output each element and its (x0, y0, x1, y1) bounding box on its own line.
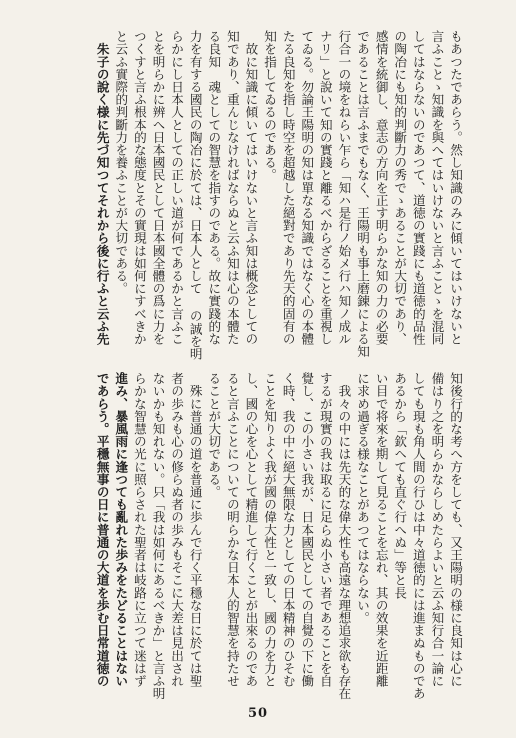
text-line: ると言ふことについての明らかな日本人的智慧を持たせ (224, 372, 240, 687)
text-line: い目で将來を期して見ることを忘れ、其の效果を近距離 (373, 372, 389, 687)
text-line: しても現も角人間の行ひは中々道徳的には進まぬものであ (410, 372, 426, 700)
text-line: てゐる。勿論王陽明の知は單なる知識ではなく心の本體 (299, 30, 315, 345)
text-line: あるから「欽ヘても直ぐ行へぬ」等と長 (392, 372, 408, 599)
text-line: く時、我の中に絕大無限な力としての日本精神のひそむ (280, 372, 296, 687)
text-line: するが現實の我は取るに足らぬ小さい者であることを自 (317, 372, 333, 687)
text-line: る良知 魂としての智慧を指すのである。故に實踐的な (206, 30, 222, 345)
text-line: であることは言ふまでもなく、王陽明も事上磨錬による知 (355, 30, 371, 358)
upper-text-block (0, 30, 464, 363)
text-line: 朱子の說く様に先づ知つてそれから後に行ふと云ふ先 (94, 30, 110, 345)
text-line: し、國の心を心として精進して行くことが出來るのであ (243, 372, 259, 687)
text-line: 言ふことゝ知識を與へてはいけないと言ふことゝを混同 (429, 30, 445, 345)
text-line: してはならないのであつて、道徳の實踐にも道徳的品性 (410, 30, 426, 345)
text-line: とを明らかに辨へ日本國民として日本國全體の爲に力を (150, 30, 166, 345)
text-line: 知を指してゐるのである。 (262, 30, 278, 182)
text-line: らかにし日本人としての正しい道が何であるかと言ふこ (169, 30, 185, 345)
page-number: 50 (247, 706, 269, 721)
text-line: たる良知を指し時空を超越した絕對であり先天的固有の (280, 30, 296, 345)
text-line: らかな智慧の光に照らされた聖者は岐路に立つて迷はず (131, 372, 147, 687)
text-line: 覺し、この小さい我が、日本國民としての自覺の下に働 (299, 372, 315, 687)
text-line: ことを知りよく我が國の偉大性と一致し、國の力を力と (262, 372, 278, 687)
text-line: ナリ」と說いて知の實踐と離るべからざることを重視し (317, 30, 333, 345)
text-line: つくすと言ふ根本的な態度とその實現は如何にすべきか (131, 30, 147, 345)
text-line: 知後行的な考へ方をしても、又王陽明の様に良知は心に (448, 372, 463, 687)
text-line: 知であり、重んじなければならぬと云ふ知は心の本體た (224, 30, 240, 345)
text-line: 殊に普通の道を普通に歩んで行く平穩な日に於ては聖 (187, 372, 203, 687)
lower-text-block (0, 372, 464, 702)
text-line: ることが大切である。 (206, 372, 222, 498)
text-line: と云ふ實際的判斷力を養ふことが大切である。 (113, 30, 129, 295)
text-line: 力を有する國民の陶冶に於ては、日本人として の誠を明 (187, 30, 203, 360)
text-line: もあつたであらう。然し知識のみに傾いてはいけないと (448, 30, 463, 345)
text-line: 感情を統御し、意志の方向を正す明らかな知の力の必要 (373, 30, 389, 345)
text-line: の陶冶にも知的判斷力の秀でゝあることが大切であり、 (392, 30, 408, 345)
text-line: 行合一の境をねらい乍ら「知ハ是行ノ始メ行ハ知ノ成ル (336, 30, 352, 345)
text-line: 進み、暴風雨に逢つても亂れた歩みをたどることはない (113, 372, 129, 687)
text-line: であらう。平穩無事の日に普通の大道を歩む日常道徳の (94, 372, 110, 687)
text-line: 備はり之を明らかならしめたらよいと云ふ知行合一論に (429, 372, 445, 687)
text-line: 故に知識に傾いてはいけないと言ふ知は概念としての (243, 30, 259, 345)
text-line: 我々の中には先天的な偉大性も高遠な理想追求欲も存在 (336, 372, 352, 700)
text-line: 者の歩みも心の修らぬ者の歩みもそこに大差は見出され (169, 372, 185, 687)
text-line: ないかも知れない。只「我は如何にあるべきか」と言ふ明 (150, 372, 166, 700)
text-line: に求め過ぎる様なことがあつてはならない。 (355, 372, 371, 624)
